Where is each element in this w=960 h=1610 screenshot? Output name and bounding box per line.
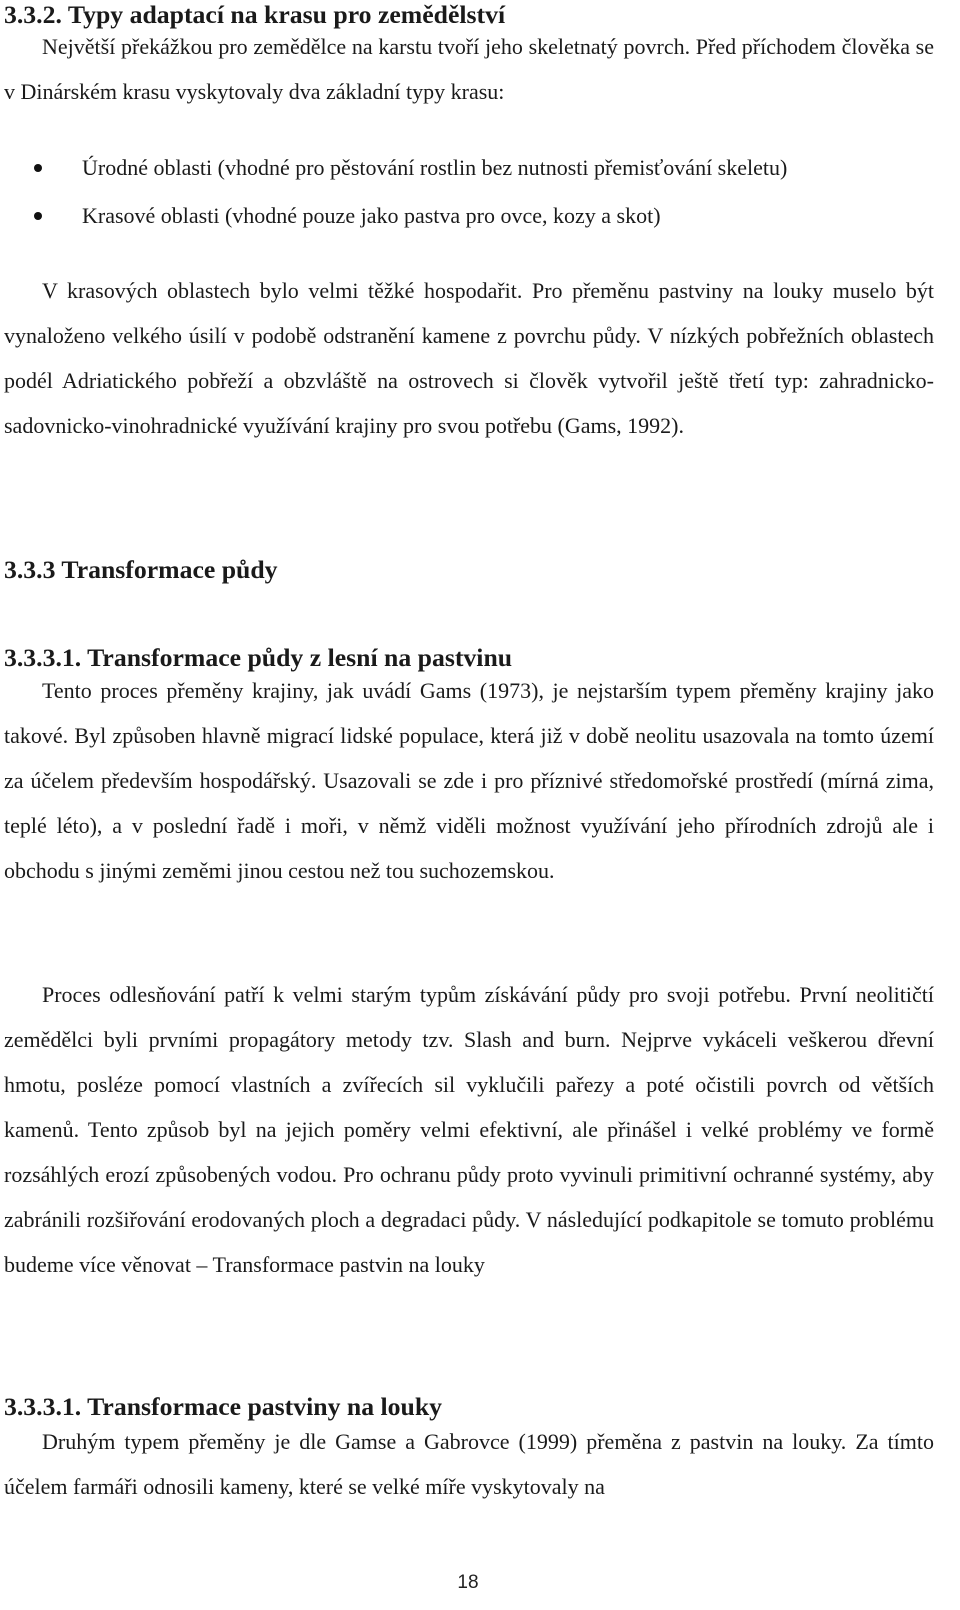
section-heading-3-3-3-1-forest: 3.3.3.1. Transformace půdy z lesní na pastvinu (4, 643, 513, 672)
forest-transformation-paragraph-2: Proces odlesňování patří k velmi starým typům získávání půdy pro svoji potřebu. První neolitičtí zemědělci byli prvními propagátory metody tzv. Slash and burn. Nejprve vykáceli veškerou dřevní hmotu, posléze pomocí vlastních a zvířecích sil vyklučili pařezy a poté očistili povrch od větších kamenů. Tento způsob byl na jejich poměry velmi efektivní, ale přinášel i velké problémy ve formě rozsáhlých erozí způsobených vodou. Pro ochranu půdy proto vyvinuli primitivní ochranné systémy, aby zabránili rozšiřování erodovaných ploch a degradaci půdy. V následující podkapitole se tomuto problému budeme více věnovat – Transformace pastvin na louky (4, 982, 934, 1277)
bullet-icon (34, 212, 42, 220)
list-item-text: Krasové oblasti (vhodné pouze jako pastva pro ovce, kozy a skot) (82, 203, 661, 228)
karst-farming-paragraph: V krasových oblastech bylo velmi těžké hospodařit. Pro přeměnu pastviny na louky muselo být vynaloženo velkého úsilí v podobě odstranění kamene z povrchu půdy. V nízkých pobřežních oblastech podél Adriatického pobřeží a obzvláště na ostrovech si člověk vytvořil ještě třetí typ: zahradnicko-sadovnicko-vinohradnické využívání krajiny pro svou potřebu (Gams, 1992). (4, 278, 934, 438)
list-item (4, 144, 934, 192)
section-heading-3-3-2: 3.3.2. Typy adaptací na krasu pro zemědělství (4, 0, 506, 29)
karst-types-list (4, 144, 934, 240)
section-heading-3-3-3: 3.3.3 Transformace půdy (4, 555, 278, 584)
section-intro-paragraph: Největší překážkou pro zemědělce na karstu tvoří jeho skeletnatý povrch. Před příchodem člověka se v Dinárském krasu vyskytovaly dva základní typy krasu: (4, 34, 934, 104)
section-heading-3-3-3-1-meadow: 3.3.3.1. Transformace pastviny na louky (4, 1392, 442, 1421)
forest-transformation-paragraph-1: Tento proces přeměny krajiny, jak uvádí Gams (1973), je nejstarším typem přeměny krajiny jako takové. Byl způsoben hlavně migrací lidské populace, která již v době neolitu usazovala na tomto území za účelem především hospodářský. Usazovali se zde i pro příznivé středomořské prostředí (mírná zima, teplé léto), a v poslední řadě i moři, v němž viděli možnost využívání jeho přírodních zdrojů ale i obchodu s jinými zeměmi jinou cestou než tou suchozemskou. (4, 678, 934, 883)
page-number: 18 (457, 1572, 479, 1593)
meadow-transformation-paragraph: Druhým typem přeměny je dle Gamse a Gabrovce (1999) přeměna z pastvin na louky. Za tímto účelem farmáři odnosili kameny, které se velké míře vyskytovaly na (4, 1429, 934, 1499)
list-item-text: Úrodné oblasti (vhodné pro pěstování rostlin bez nutnosti přemisťování skeletu) (82, 155, 788, 180)
bullet-icon (34, 164, 42, 172)
list-item (4, 192, 934, 240)
